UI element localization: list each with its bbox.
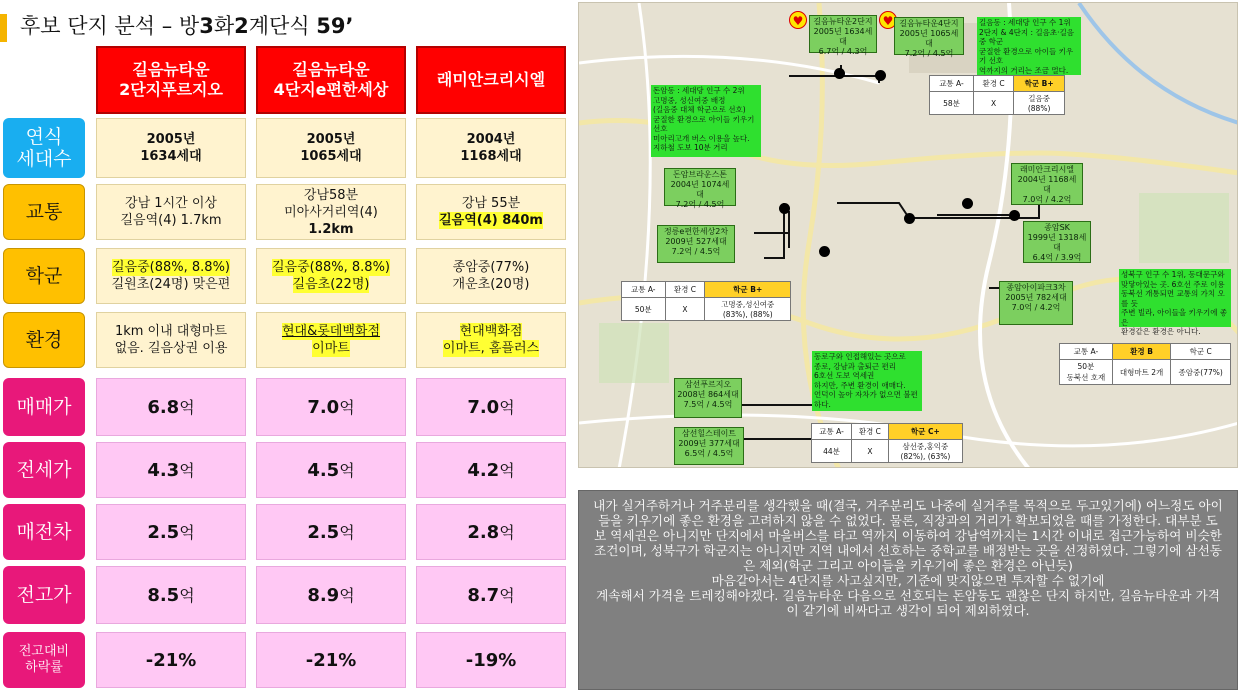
cell-gap-2: 2.5 억 bbox=[256, 504, 406, 560]
cell-jeonse-1: 4.3 억 bbox=[96, 442, 246, 498]
cell-school-1: 길음중(88%, 8.8%) 길원초(24명) 맞은편 bbox=[96, 248, 246, 304]
map-label-jeongneung[interactable]: 정릉e편한세상2차 2009년 527세대 7.2억 / 4.5억 bbox=[657, 225, 735, 263]
map-note-seongbuk: 성북구 인구 수 1위, 동대문구와 맞닿아있는 곳. 6호선 주로 이용 동북선 개통되면 교통의 가치 오를 듯 주변 빌라, 아이들을 키우기에 좋은 환경같은 환경은 아니다. bbox=[1119, 269, 1231, 327]
page-title: 후보 단지 분석 – 방3화2계단식 59’ bbox=[20, 14, 354, 38]
map-score-table-dongam: 교통 A- 환경 C 학군 B+ 50분 X 고명중,성신여중 (83%), (88%) bbox=[621, 281, 791, 321]
map-label-jongam-ipark[interactable]: 종암아이파크3차 2005년 782세대 7.0억 / 4.2억 bbox=[999, 281, 1073, 325]
summary-paragraph-3: 계속해서 가격을 트레킹해야겠다. 길음뉴타운 다음으로 선호되는 돈암동도 괜찮은 단지 하지만, 길음뉴타운과 가격이 같기에 비싸다고 생각이 되어 제외하였다. bbox=[596, 588, 1220, 618]
favorite-heart-icon: ♥ bbox=[879, 11, 897, 29]
cell-drop-3: -19% bbox=[416, 632, 566, 688]
label-environment: 환경 bbox=[3, 312, 85, 368]
label-drop-rate: 전고대비 하락률 bbox=[3, 632, 85, 688]
map-pin-icon bbox=[904, 213, 915, 224]
map-pin-icon bbox=[819, 246, 830, 257]
cell-year-2: 2005년 1065세대 bbox=[256, 118, 406, 178]
cell-env-2: 현대&롯데백화점 이마트 bbox=[256, 312, 406, 368]
summary-paragraph-1: 내가 실거주하거나 거주분리를 생각했을 때(결국, 거주분리도 나중에 실거주를 목적으로 두고있기에) 어느정도 아이들을 키우기에 좋은 환경을 고려하지 않을 수 없었다. 물론, 직장과의 거리가 확보되었을 때를 가정한다. 대부분 도보 역세권은 아니지만 단지에서 마을버스를 타고 역까지 이동하여 강남역까지는 1시간 이내로 접근가능하여 비슷한 조건이며, 성북구가 학군지는 아니지만 지역 내에서 선호하는 중학교를 배정받는 곳을 선정하였다. 그렇기에 삼선동은 제외(학군 그리고 아이들을 키우기에 좋은 환경은 아닌듯) bbox=[593, 498, 1223, 573]
map-pin-icon bbox=[875, 70, 886, 81]
cell-school-2: 길음중(88%, 8.8%) 길음초(22명) bbox=[256, 248, 406, 304]
label-jeonse-price: 전세가 bbox=[3, 442, 85, 498]
title-accent-bar bbox=[0, 14, 7, 42]
label-peak-price: 전고가 bbox=[3, 566, 85, 624]
label-traffic: 교통 bbox=[3, 184, 85, 240]
cell-drop-2: -21% bbox=[256, 632, 406, 688]
cell-jeonse-2: 4.5 억 bbox=[256, 442, 406, 498]
cell-year-1: 2005년 1634세대 bbox=[96, 118, 246, 178]
map-label-samseon[interactable]: 삼선푸르지오 2008년 864세대 7.5억 / 4.5억 bbox=[674, 378, 742, 418]
label-price-gap: 매전차 bbox=[3, 504, 85, 560]
favorite-heart-icon: ♥ bbox=[789, 11, 807, 29]
cell-peak-1: 8.5 억 bbox=[96, 566, 246, 624]
cell-school-3: 종암중(77%) 개운초(20명) bbox=[416, 248, 566, 304]
map-score-table-samseon: 교통 A- 환경 C 학군 C+ 44분 X 삼선중,홍익중 (82%), (63%) bbox=[811, 423, 963, 463]
cell-traffic-3: 강남 55분 길음역(4) 840m bbox=[416, 184, 566, 240]
map-label-dongam[interactable]: 돈암브라운스톤 2004년 1074세대 7.2억 / 4.5억 bbox=[664, 168, 736, 206]
cell-env-3: 현대백화점 이마트, 홈플러스 bbox=[416, 312, 566, 368]
cell-sale-3: 7.0 억 bbox=[416, 378, 566, 436]
summary-paragraph-2: 마음같아서는 4단지를 사고싶지만, 기준에 맞지않으면 투자할 수 없기에 bbox=[711, 573, 1105, 588]
map-pin-icon bbox=[962, 198, 973, 209]
cell-sale-1: 6.8 억 bbox=[96, 378, 246, 436]
map-label-samseon-hills[interactable]: 삼선힐스테이트 2009년 377세대 6.5억 / 4.5억 bbox=[674, 427, 744, 465]
map-pin-icon bbox=[779, 203, 790, 214]
map-note-gileum: 길음동 : 세대당 인구 수 1위 2단지 & 4단지 : 길음초·길음중 학군 굳질한 환경으로 아이들 키우기 선호 역까지의 거리는 조금 멀다. bbox=[977, 17, 1081, 75]
label-school: 학군 bbox=[3, 248, 85, 304]
map-label-raemian[interactable]: 래미안크리시엘 2004년 1168세대 7.0억 / 4.2억 bbox=[1011, 163, 1083, 205]
map-pin-icon bbox=[1009, 210, 1020, 221]
cell-peak-2: 8.9 억 bbox=[256, 566, 406, 624]
cell-jeonse-3: 4.2 억 bbox=[416, 442, 566, 498]
cell-traffic-1: 강남 1시간 이상 길음역(4) 1.7km bbox=[96, 184, 246, 240]
map-pin-icon bbox=[834, 68, 845, 79]
area-map[interactable] bbox=[578, 2, 1238, 468]
cell-traffic-2: 강남58분 미아사거리역(4) 1.2km bbox=[256, 184, 406, 240]
map-label-gileum4[interactable]: 길음뉴타운4단지 2005년 1065세대 7.2억 / 4.5억 bbox=[894, 17, 964, 55]
map-note-dongam: 돈암동 : 세대당 인구 수 2위 고명중, 성신여중 배정 (길음중 대체 학군으로 선호) 굳질한 환경으로 아이들 키우기 선호 미아리고개 버스 이용을 높다. 지하철 도보 10분 거리 bbox=[651, 85, 761, 157]
cell-sale-2: 7.0 억 bbox=[256, 378, 406, 436]
cell-year-3: 2004년 1168세대 bbox=[416, 118, 566, 178]
cell-env-1: 1km 이내 대형마트 없음. 길음상권 이용 bbox=[96, 312, 246, 368]
cell-gap-1: 2.5 억 bbox=[96, 504, 246, 560]
cell-drop-1: -21% bbox=[96, 632, 246, 688]
header-complex-1[interactable]: 길음뉴타운 2단지푸르지오 bbox=[96, 46, 246, 114]
map-note-samseon: 동로구와 인접해있는 곳으로 종로, 강남과 출퇴근 편리 6호선 도보 역세권 하지만, 주변 환경이 애매다. 언덕이 높아 자차가 없으면 불편하다. bbox=[812, 351, 922, 411]
map-score-table-gileum: 교통 A- 환경 C 학군 B+ 58분 X 길음중 (88%) bbox=[929, 75, 1065, 115]
header-complex-3[interactable]: 래미안크리시엘 bbox=[416, 46, 566, 114]
map-label-gileum2[interactable]: 길음뉴타운2단지 2005년 1634세대 6.7억 / 4.3억 bbox=[809, 15, 877, 53]
map-label-jongam-sk[interactable]: 종암SK 1999년 1318세대 6.4억 / 3.9억 bbox=[1023, 221, 1091, 263]
cell-gap-3: 2.8 억 bbox=[416, 504, 566, 560]
label-sale-price: 매매가 bbox=[3, 378, 85, 436]
label-year-households: 연식 세대수 bbox=[3, 118, 85, 178]
summary-text-box bbox=[578, 490, 1238, 690]
map-score-table-jongam: 교통 A- 환경 B 학군 C 50분 동북선 호재 대형마트 2개 종암중(77%) bbox=[1059, 343, 1231, 385]
cell-peak-3: 8.7 억 bbox=[416, 566, 566, 624]
header-complex-2[interactable]: 길음뉴타운 4단지e편한세상 bbox=[256, 46, 406, 114]
